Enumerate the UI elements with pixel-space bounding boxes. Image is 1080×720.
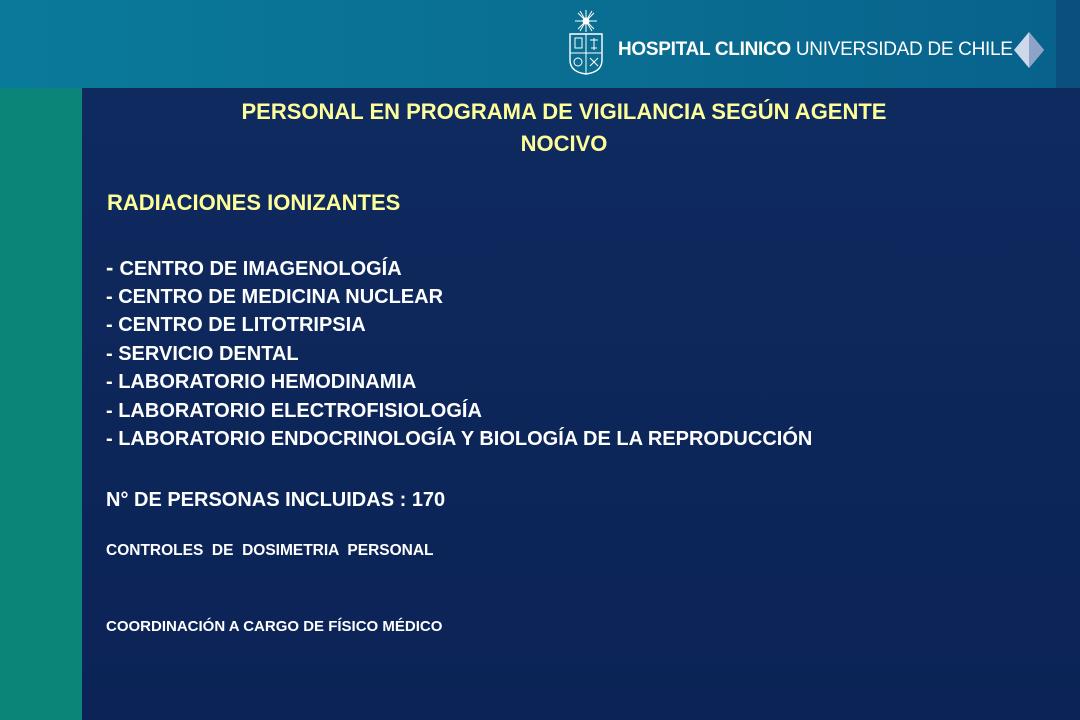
list-item: - LABORATORIO ENDOCRINOLOGÍA Y BIOLOGÍA DE LA REPRODUCCIÓN — [106, 428, 813, 450]
list-item: - CENTRO DE MEDICINA NUCLEAR — [106, 285, 444, 308]
list-item: - CENTRO DE IMAGENOLOGÍA — [106, 255, 402, 280]
university-crest-icon — [566, 8, 606, 76]
list-item: - LABORATORIO HEMODINAMIA — [106, 371, 417, 393]
diamond-logo-icon — [1014, 32, 1044, 68]
coordination-text: COORDINACIÓN A CARGO DE FÍSICO MÉDICO — [106, 618, 443, 635]
area-list — [106, 254, 812, 454]
hospital-name — [618, 38, 1013, 62]
people-count-value: 170 — [411, 489, 446, 511]
people-count-label: N° DE PERSONAS INCLUIDAS : — [106, 489, 407, 511]
slide-subtitle: RADIACIONES IONIZANTES — [107, 190, 401, 215]
people-count — [106, 486, 445, 514]
header-bar — [0, 0, 1080, 88]
hospital-name-regular: UNIVERSIDAD DE CHILE — [795, 39, 1013, 60]
list-item: - LABORATORIO ELECTROFISIOLOGÍA — [106, 399, 482, 422]
list-item: - CENTRO DE LITOTRIPSIA — [106, 314, 366, 336]
dosimetry-controls-text: CONTROLES DE DOSIMETRIA PERSONAL — [106, 542, 434, 559]
left-accent-strip — [0, 88, 82, 720]
list-item: - SERVICIO DENTAL — [106, 342, 299, 365]
slide-title-line1: PERSONAL EN PROGRAMA DE VIGILANCIA SEGÚN AGENTE — [241, 99, 887, 124]
slide-title — [108, 96, 1020, 160]
hospital-name-bold: HOSPITAL CLINICO — [618, 39, 791, 60]
header-corner-tab — [1056, 0, 1080, 88]
slide-title-line2: NOCIVO — [520, 131, 608, 156]
